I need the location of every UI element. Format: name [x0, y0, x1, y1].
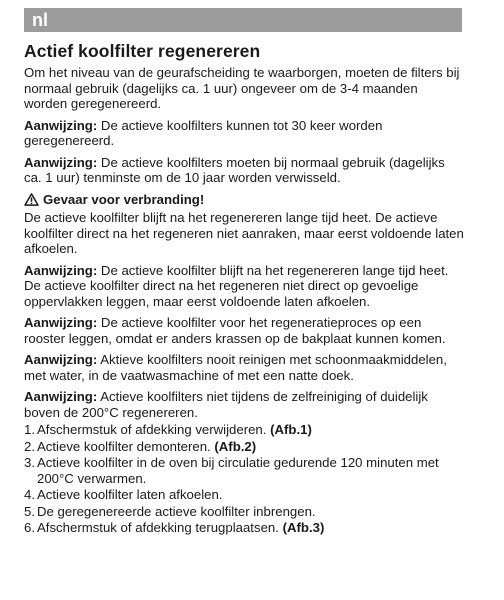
step-item: [24, 439, 464, 455]
note-text: Aktieve koolfilters nooit reinigen met schoonmaakmiddelen, met water, in de vaatwasmachine of met een natte doek.: [24, 352, 447, 383]
figure-reference: (Afb.3): [282, 520, 325, 535]
note-paragraph: [24, 389, 464, 420]
steps-list: [24, 422, 464, 536]
note-paragraph: [24, 315, 464, 346]
note-label: Aanwijzing:: [24, 315, 98, 330]
note-label: Aanwijzing:: [24, 389, 98, 404]
section-title: Actief koolfilter regenereren: [24, 41, 261, 61]
note-text: De actieve koolfilter voor het regeneratieproces op een rooster leggen, omdat er anders krassen op de bakplaat kunnen komen.: [24, 315, 446, 346]
note-text: De actieve koolfilters moeten bij normaal gebruik (dagelijks ca. 1 uur) tenminste om de 10 jaar worden verwisseld.: [24, 154, 445, 185]
step-item: [24, 520, 464, 536]
step-item: [24, 504, 464, 520]
language-header-bar: [24, 8, 462, 32]
note-text: Actieve koolfilters niet tijdens de zelfreiniging of duidelijk boven de 200°C regenereren.: [24, 389, 428, 420]
step-text: Actieve koolfilter demonteren.: [37, 438, 215, 454]
step-number: 3.: [24, 455, 35, 470]
step-number: 5.: [24, 503, 35, 519]
intro-paragraph: Om het niveau van de geurafscheiding te waarborgen, moeten de filters bij normaal gebruik (dagelijks ca. 1 uur) ongeveer om de 3-4 maanden worden geregenereerd.: [24, 65, 460, 111]
note-paragraph: [24, 352, 464, 383]
warning-triangle-icon: [24, 193, 39, 206]
figure-reference: (Afb.1): [270, 422, 312, 437]
step-number: 4.: [24, 487, 35, 502]
note-text: De actieve koolfilters kunnen tot 30 keer worden geregenereerd.: [24, 117, 383, 148]
warning-heading: [24, 192, 464, 208]
note-text: De actieve koolfilter blijft na het regenereren lange tijd heet. De actieve koolfilter direct na het regeneren niet direct op gevoelige oppervlakken leggen, maar eerst voldoende laten afkoelen.: [24, 262, 449, 309]
step-number: 1.: [24, 422, 35, 437]
warning-title: Gevaar voor verbranding!: [43, 191, 205, 207]
language-code: nl: [32, 10, 48, 30]
step-text: Afschermstuk of afdekking terugplaatsen.: [37, 520, 283, 535]
note-label: Aanwijzing:: [24, 352, 98, 367]
note-label: Aanwijzing:: [24, 262, 98, 278]
step-number: 6.: [24, 520, 35, 535]
warning-text: De actieve koolfilter blijft na het regenereren lange tijd heet. De actieve koolfilter direct na het regeneren niet aanraken, maar eerst voldoende laten afkoelen.: [24, 210, 464, 256]
note-paragraph: [24, 118, 464, 149]
step-item: [24, 455, 464, 486]
step-item: [24, 487, 464, 503]
note-label: Aanwijzing:: [24, 154, 98, 170]
note-paragraph: [24, 155, 464, 186]
manual-content: [24, 40, 464, 537]
step-text: Actieve koolfilter in de oven bij circulatie gedurende 120 minuten met 200°C verwarmen.: [37, 455, 439, 486]
figure-reference: (Afb.2): [214, 438, 257, 454]
note-paragraph: [24, 263, 464, 310]
step-text: Actieve koolfilter laten afkoelen.: [37, 487, 223, 502]
step-text: Afschermstuk of afdekking verwijderen.: [37, 422, 271, 437]
note-label: Aanwijzing:: [24, 117, 98, 133]
step-text: De geregenereerde actieve koolfilter inbrengen.: [37, 503, 316, 519]
step-number: 2.: [24, 438, 35, 454]
step-item: [24, 422, 464, 438]
